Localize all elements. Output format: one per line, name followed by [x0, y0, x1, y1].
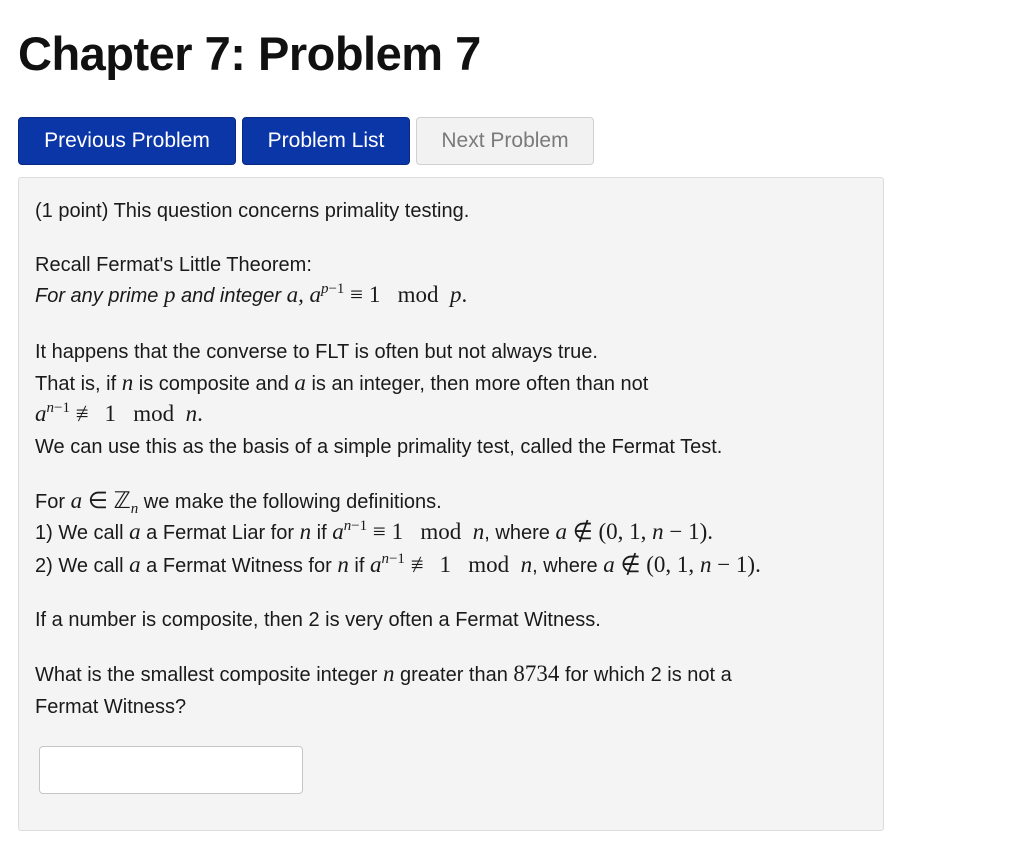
math-a: a, — [286, 282, 304, 307]
problem-navigation — [18, 117, 594, 165]
converse-formula — [35, 402, 203, 427]
that-is-text-1: That is, if — [35, 373, 117, 395]
formula-excluded-set: a ∉ (0, 1, n − 1). — [603, 552, 761, 577]
question-line-1 — [35, 662, 732, 687]
math-n: n — [382, 661, 395, 686]
if-word: if — [354, 555, 365, 577]
that-is-text-3: is an integer, then more often than not — [311, 373, 649, 395]
formula-excluded-set: a ∉ (0, 1, n − 1). — [555, 519, 714, 544]
formula-witness: $a^{n-1}$ ≢ 1 mod n — [369, 551, 533, 577]
flt-statement — [35, 283, 467, 308]
formula-not-congruent: $a^{n-1}$ ≢ 1 mod n. — [35, 400, 203, 426]
answer-input[interactable] — [39, 746, 303, 794]
definition-liar — [35, 520, 713, 545]
where-word: , where — [484, 522, 550, 544]
def2-mid: a Fermat Witness for — [146, 555, 332, 577]
question-text-3: for which 2 is not a — [564, 664, 732, 686]
flt-formula: $a^{p-1} \equiv 1$ mod p. — [309, 281, 468, 307]
math-a: a — [129, 552, 141, 577]
def1-start: 1) We call — [35, 522, 124, 544]
math-n: n — [337, 552, 349, 577]
previous-problem-button[interactable]: Previous Problem — [18, 117, 236, 165]
math-a: a — [294, 370, 306, 395]
formula-liar: $a^{n-1} \equiv 1$ mod n — [332, 518, 485, 544]
recall-line: Recall Fermat's Little Theorem: — [35, 254, 312, 276]
basis-line: We can use this as the basis of a simple primality test, called the Fermat Test. — [35, 436, 723, 458]
where-word: , where — [532, 555, 598, 577]
flt-mid: and integer — [181, 285, 282, 307]
problem-list-button[interactable]: Problem List — [242, 117, 410, 165]
def1-mid: a Fermat Liar for — [146, 522, 294, 544]
math-n: n — [299, 519, 312, 544]
math-n: n — [121, 370, 134, 395]
flt-prefix: For any prime — [35, 285, 159, 307]
math-p: p — [163, 282, 176, 307]
math-a: a — [129, 519, 141, 544]
points-line: (1 point) This question concerns primality testing. — [35, 200, 470, 222]
converse-line: It happens that the converse to FLT is often but not always true. — [35, 341, 598, 363]
bound-value: 8734 — [513, 661, 560, 686]
question-text-1: What is the smallest composite integer — [35, 664, 378, 686]
composite-line: If a number is composite, then 2 is very often a Fermat Witness. — [35, 609, 601, 631]
question-line-2: Fermat Witness? — [35, 696, 187, 718]
definitions-intro — [35, 488, 442, 517]
problem-panel — [18, 177, 884, 831]
definition-witness — [35, 553, 761, 578]
formula-a-in-zn: a ∈ ℤ$_n$ — [70, 488, 139, 517]
def2-start: 2) We call — [35, 555, 124, 577]
if-word: if — [316, 522, 327, 544]
page-title: Chapter 7: Problem 7 — [18, 27, 481, 80]
for-text: For — [35, 491, 65, 513]
that-is-line — [35, 371, 648, 396]
that-is-text-2: is composite and — [138, 373, 289, 395]
definitions-suffix: we make the following definitions. — [143, 491, 442, 513]
question-text-2: greater than — [400, 664, 508, 686]
next-problem-button: Next Problem — [416, 117, 594, 165]
